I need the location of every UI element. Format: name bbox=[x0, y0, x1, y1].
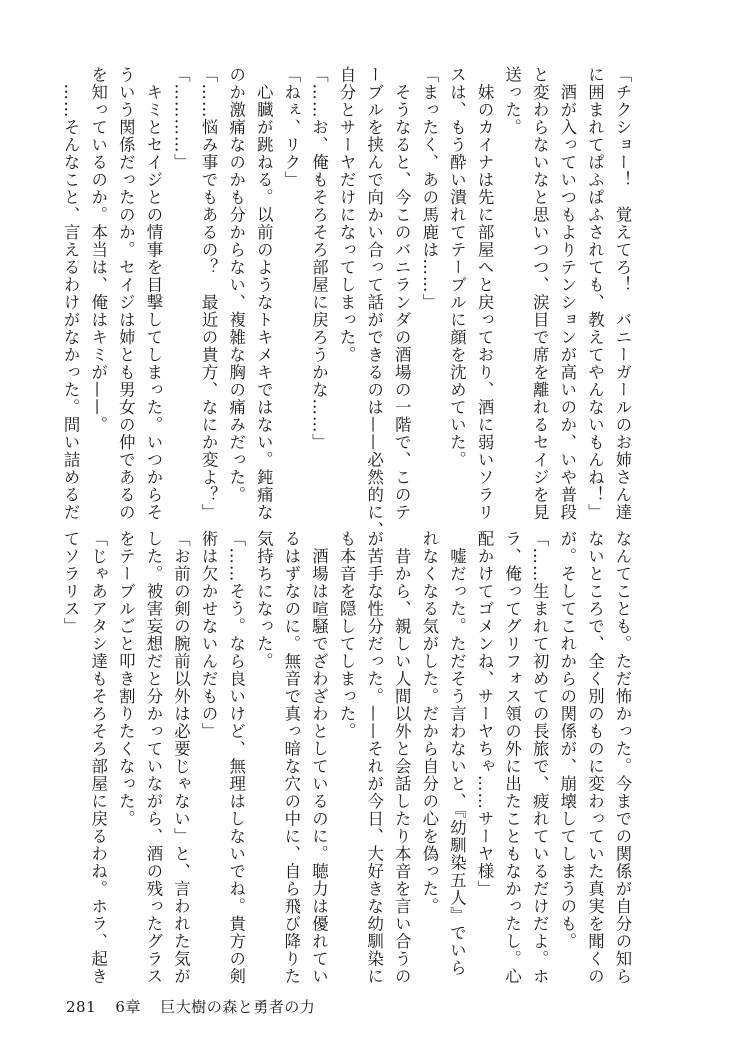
text-line: 「ねぇ、リク」 bbox=[281, 66, 301, 189]
text-line: 嘘だった。ただそう言わないと、『幼馴染五人』でいら bbox=[447, 530, 467, 977]
text-block-bottom bbox=[61, 530, 636, 985]
text-line: した。被害妄想だと分かっていながら、酒の残ったグラス bbox=[143, 530, 163, 985]
text-line: 配かけてゴメンね、サーヤちゃ……サーヤ様」 bbox=[475, 530, 495, 898]
text-line: に囲まれてぱふぱふされても、教えてやんないもんね！」 bbox=[585, 66, 605, 521]
text-line: と変わらないなと思いつつ、涙目で席を離れるセイジを見 bbox=[530, 66, 550, 521]
text-line: も本音を隠してしまった。 bbox=[337, 530, 357, 740]
chapter-title: 巨大樹の森と勇者の力 bbox=[160, 998, 316, 1016]
text-line: をテーブルごと叩き割りたくなった。 bbox=[116, 530, 136, 828]
text-line: 酒場は喧騒でざわざわとしているのに。聴力は優れてい bbox=[309, 530, 329, 985]
text-line: 気持ちになった。 bbox=[254, 530, 274, 670]
text-line: が。そしてこれからの関係が、崩壊してしまうのも。 bbox=[557, 530, 577, 950]
text-line: るはずなのに。無音で真っ暗な穴の中に、自ら飛び降りた bbox=[281, 530, 301, 985]
text-line: そうなると、今このバニランダの酒場の一階で、このテ bbox=[392, 66, 412, 521]
text-line: 「まったく、あの馬鹿は……」 bbox=[419, 66, 439, 311]
chapter-number: 6章 bbox=[115, 998, 141, 1016]
text-line: ラ、俺ってグリフォス領の外に出たこともなかったし。心 bbox=[502, 530, 522, 985]
text-line: 昔から、親しい人間以外と会話したり本音を言い合うの bbox=[392, 530, 412, 985]
text-line: ないところで、全く別のものに変わっていた真実を聞くの bbox=[585, 530, 605, 985]
text-line: ーブルを挟んで向かい合って話ができるのは——必然的に、 bbox=[364, 66, 384, 539]
text-line: れなくなる気がした。だから自分の心を偽った。 bbox=[419, 530, 439, 915]
text-line: ういう関係だったのか。セイジは姉とも男女の仲であるの bbox=[116, 66, 136, 521]
text-block-top bbox=[61, 66, 636, 539]
text-line: 酒が入っていつもよりテンションが高いのか、いや普段 bbox=[557, 66, 577, 521]
text-line: のか激痛なのかも分からない、複雑な胸の痛みだった。 bbox=[226, 66, 246, 504]
text-line: 心臓が跳ねる。以前のようなトキメキではない。鈍痛な bbox=[254, 66, 274, 521]
text-line: 「……そう。なら良いけど、無理はしないでね。貴方の剣 bbox=[226, 530, 246, 985]
page-number: 281 bbox=[66, 998, 97, 1016]
text-line: てソラリス」 bbox=[61, 530, 81, 635]
text-line: 妹のカイナは先に部屋へと戻っており、酒に弱いソラリ bbox=[475, 66, 495, 521]
text-line: が苦手な性分だった。——それが今日、大好きな幼馴染に bbox=[364, 530, 384, 985]
text-line: 「じゃあアタシ達もそろそろ部屋に戻るわね。ホラ、起き bbox=[88, 530, 108, 985]
text-line: 自分とサーヤだけになってしまった。 bbox=[337, 66, 357, 364]
text-line: 「お前の剣の腕前以外は必要じゃない」と、言われた気が bbox=[171, 530, 191, 985]
text-line: スは、もう酔い潰れてテーブルに顔を沈めていた。 bbox=[447, 66, 467, 469]
text-line: 「…………」 bbox=[171, 66, 191, 171]
text-line: キミとセイジとの情事を目撃してしまった。いつからそ bbox=[143, 66, 163, 521]
text-line: 送った。 bbox=[502, 66, 522, 136]
page-footer bbox=[66, 996, 329, 1017]
text-line: 術は欠かせないんだもの」 bbox=[199, 530, 219, 740]
text-line: 「……お、俺もそろそろ部屋に戻ろうかな……」 bbox=[309, 66, 329, 451]
text-line: ……そんなこと、言えるわけがなかった。問い詰めるだ bbox=[61, 66, 81, 521]
text-line: 「チクショー！ 覚えてろ！ バニーガールのお姉さん達 bbox=[613, 66, 632, 521]
text-line: なんてことも。ただ怖かった。今までの関係が自分の知ら bbox=[613, 530, 632, 985]
text-line: を知っているのか。本当は、俺はキミが——。 bbox=[88, 66, 108, 434]
text-line: 「……悩み事でもあるの？ 最近の貴方、なにか変よ？」 bbox=[199, 66, 219, 521]
text-line: 「……生まれて初めての長旅で、疲れているだけだよ。ホ bbox=[530, 530, 550, 985]
